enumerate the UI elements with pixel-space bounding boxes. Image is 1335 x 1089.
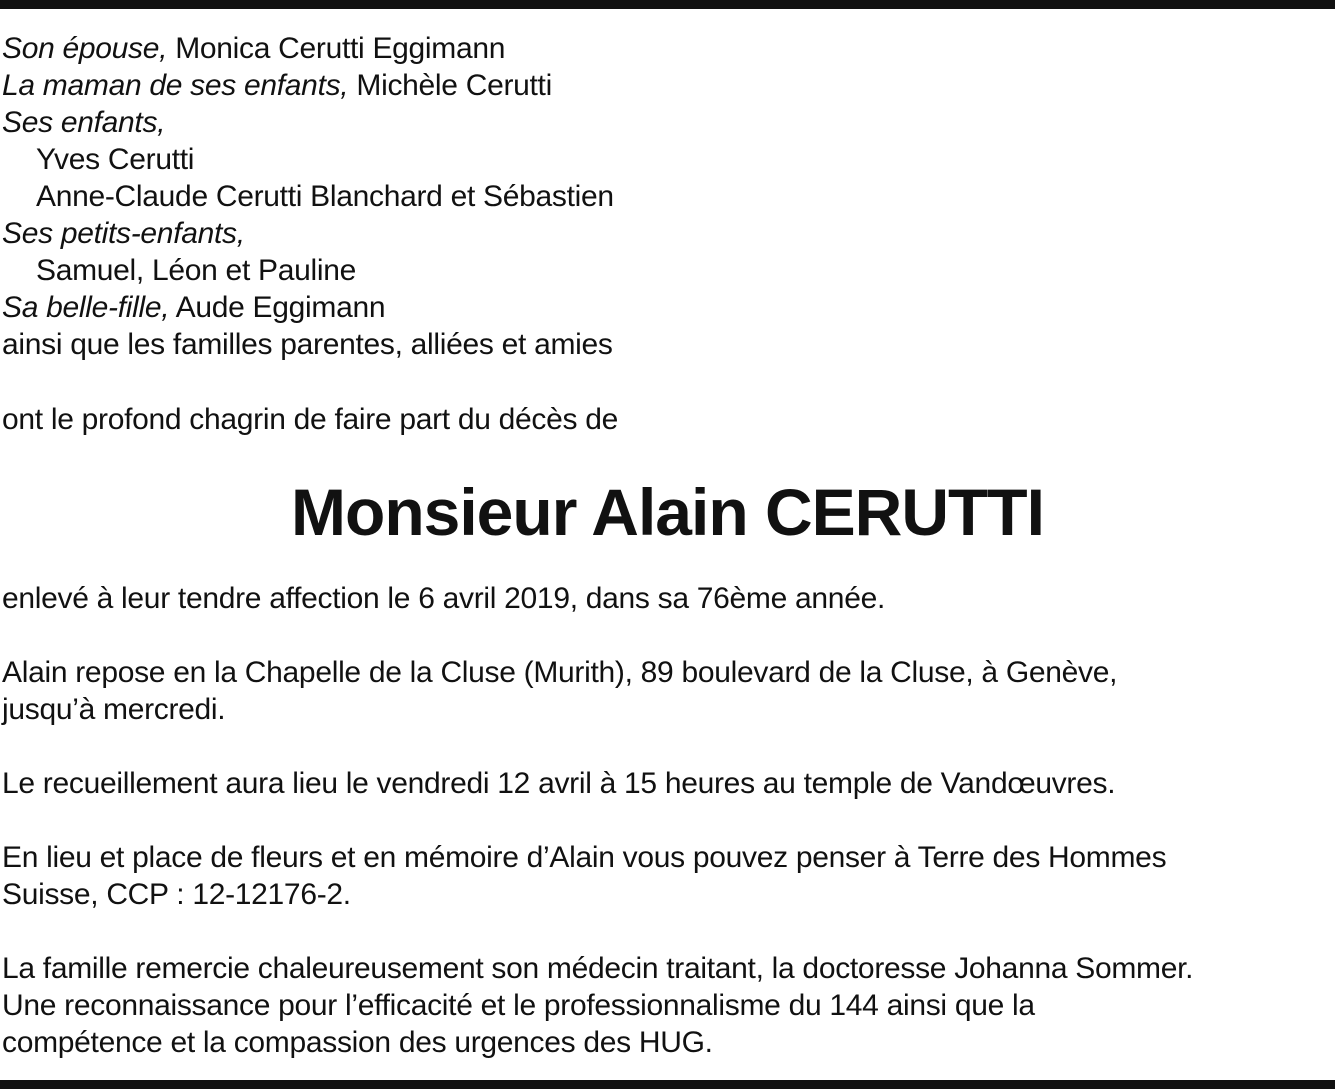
family-line-mother (2, 67, 1333, 104)
family-line-spouse (2, 30, 1333, 67)
grandchildren-names: Samuel, Léon et Pauline (36, 254, 356, 287)
relatives-line: ainsi que les familles parentes, alliées et amies (2, 328, 613, 361)
mother-role: La maman de ses enfants, (2, 69, 349, 102)
spacer (2, 913, 1333, 950)
mother-name: Michèle Cerutti (356, 69, 552, 102)
thanks-paragraph-line-3: compétence et la compassion des urgences des HUG. (2, 1026, 713, 1059)
thanks-paragraph-line-2: Une reconnaissance pour l’efficacité et le professionnalisme du 144 ainsi que la (2, 989, 1035, 1022)
thanks-paragraph-line-1: La famille remercie chaleureusement son médecin traitant, la doctoresse Johanna Sommer. (2, 952, 1194, 985)
top-rule (0, 0, 1335, 9)
ceremony-paragraph: Le recueillement aura lieu le vendredi 12 avril à 15 heures au temple de Vandœuvres. (2, 767, 1116, 800)
spouse-name: Monica Cerutti Eggimann (175, 32, 506, 65)
daughter-in-law-role: Sa belle-fille, (2, 291, 170, 324)
donation-paragraph-line-2: Suisse, CCP : 12-12176-2. (2, 878, 351, 911)
chapel-paragraph-line-1: Alain repose en la Chapelle de la Cluse (Murith), 89 boulevard de la Cluse, à Genève, (2, 656, 1118, 689)
children-role: Ses enfants, (2, 106, 166, 139)
death-paragraph: enlevé à leur tendre affection le 6 avril 2019, dans sa 76ème année. (2, 582, 885, 615)
spacer (2, 728, 1333, 765)
donation-paragraph-line-1: En lieu et place de fleurs et en mémoire d’Alain vous pouvez penser à Terre des Hommes (2, 841, 1167, 874)
spacer (2, 363, 1333, 400)
spacer (2, 802, 1333, 839)
chapel-paragraph-line-2: jusqu’à mercredi. (2, 693, 226, 726)
child-name: Yves Cerutti (36, 143, 195, 176)
spacer (2, 617, 1333, 654)
daughter-in-law-name: Aude Eggimann (175, 291, 386, 324)
bottom-rule (0, 1080, 1335, 1089)
obituary-notice (2, 30, 1333, 1061)
spouse-role: Son épouse, (2, 32, 168, 65)
family-line-daughter-in-law (2, 289, 1333, 326)
deceased-name: Monsieur Alain CERUTTI (291, 475, 1044, 549)
child-name: Anne-Claude Cerutti Blanchard et Sébastien (36, 180, 614, 213)
announcement-line: ont le profond chagrin de faire part du décès de (2, 403, 619, 436)
grandchildren-role: Ses petits-enfants, (2, 217, 245, 250)
